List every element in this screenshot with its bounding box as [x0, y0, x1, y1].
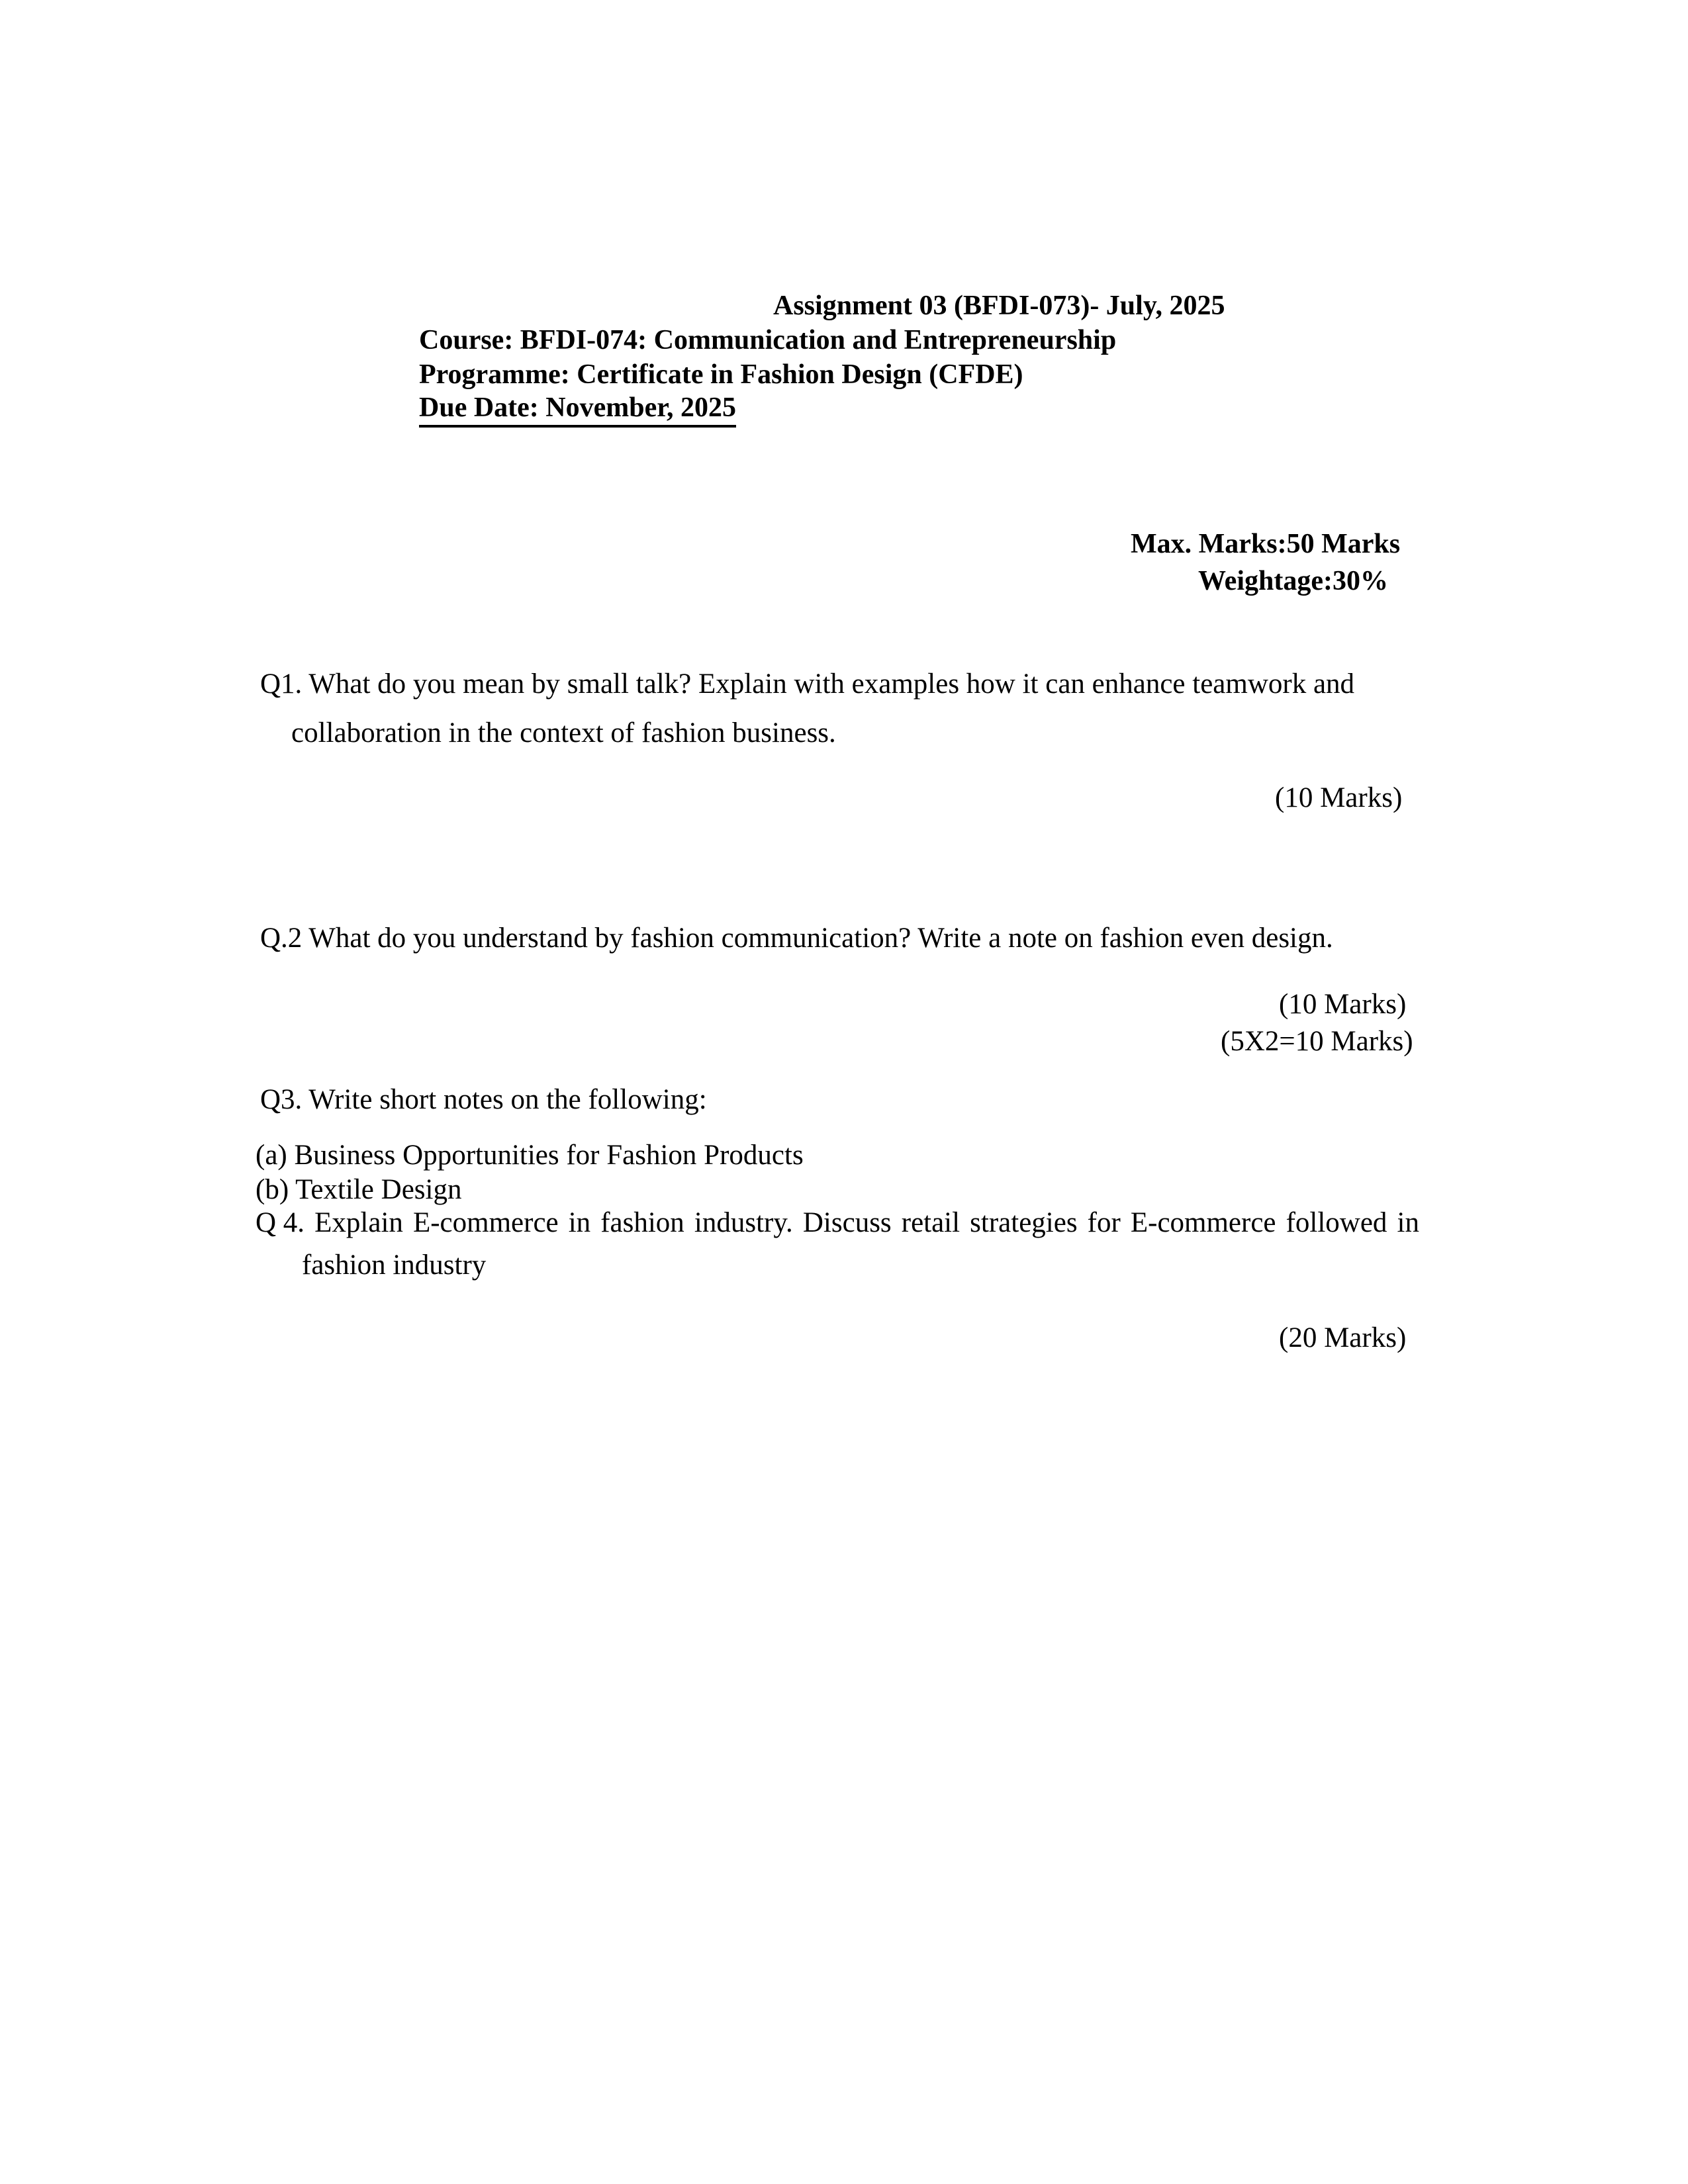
q4-word: industry. — [694, 1207, 793, 1238]
due-date-line: Due Date: November, 2025 — [419, 390, 736, 428]
q4-word: Discuss — [802, 1207, 892, 1238]
q4-line-1 — [256, 1206, 1419, 1240]
q1-marks: (10 Marks) — [1275, 782, 1403, 813]
q4-word: retail — [901, 1207, 961, 1238]
q4-word: fashion — [600, 1207, 684, 1238]
q4-word: for — [1087, 1207, 1121, 1238]
q4-line-2: fashion industry — [302, 1250, 487, 1281]
q3-marks: (5X2=10 Marks) — [1221, 1026, 1413, 1057]
assignment-title: Assignment 03 (BFDI-073)- July, 2025 — [773, 291, 1225, 321]
q4-word: in — [1397, 1207, 1419, 1238]
q3-text: Q3. Write short notes on the following: — [260, 1084, 707, 1115]
q4-word: E-commerce — [1130, 1207, 1276, 1238]
q2-text: Q.2 What do you understand by fashion communication? Write a note on fashion even design. — [260, 923, 1333, 954]
course-line: Course: BFDI-074: Communication and Entrepreneurship — [419, 325, 1117, 355]
q4-word: in — [568, 1207, 591, 1238]
weightage: Weightage:30% — [1198, 566, 1388, 596]
programme-line: Programme: Certificate in Fashion Design (CFDE) — [419, 359, 1023, 390]
q1-line-2: collaboration in the context of fashion business. — [291, 717, 836, 749]
q4-marks: (20 Marks) — [1279, 1322, 1407, 1353]
q4-word: followed — [1286, 1207, 1387, 1238]
q3-item-a: (a) Business Opportunities for Fashion Products — [256, 1140, 804, 1171]
q4-word: E-commerce — [412, 1207, 559, 1238]
max-marks: Max. Marks:50 Marks — [1131, 529, 1401, 559]
q2-marks: (10 Marks) — [1279, 989, 1407, 1020]
q4-word: Q 4. — [256, 1207, 305, 1238]
q4-word: Explain — [314, 1207, 403, 1238]
q1-line-1: Q1. What do you mean by small talk? Explain with examples how it can enhance teamwork and — [260, 668, 1355, 700]
q4-word: strategies — [970, 1207, 1078, 1238]
q3-item-b: (b) Textile Design — [256, 1174, 462, 1205]
